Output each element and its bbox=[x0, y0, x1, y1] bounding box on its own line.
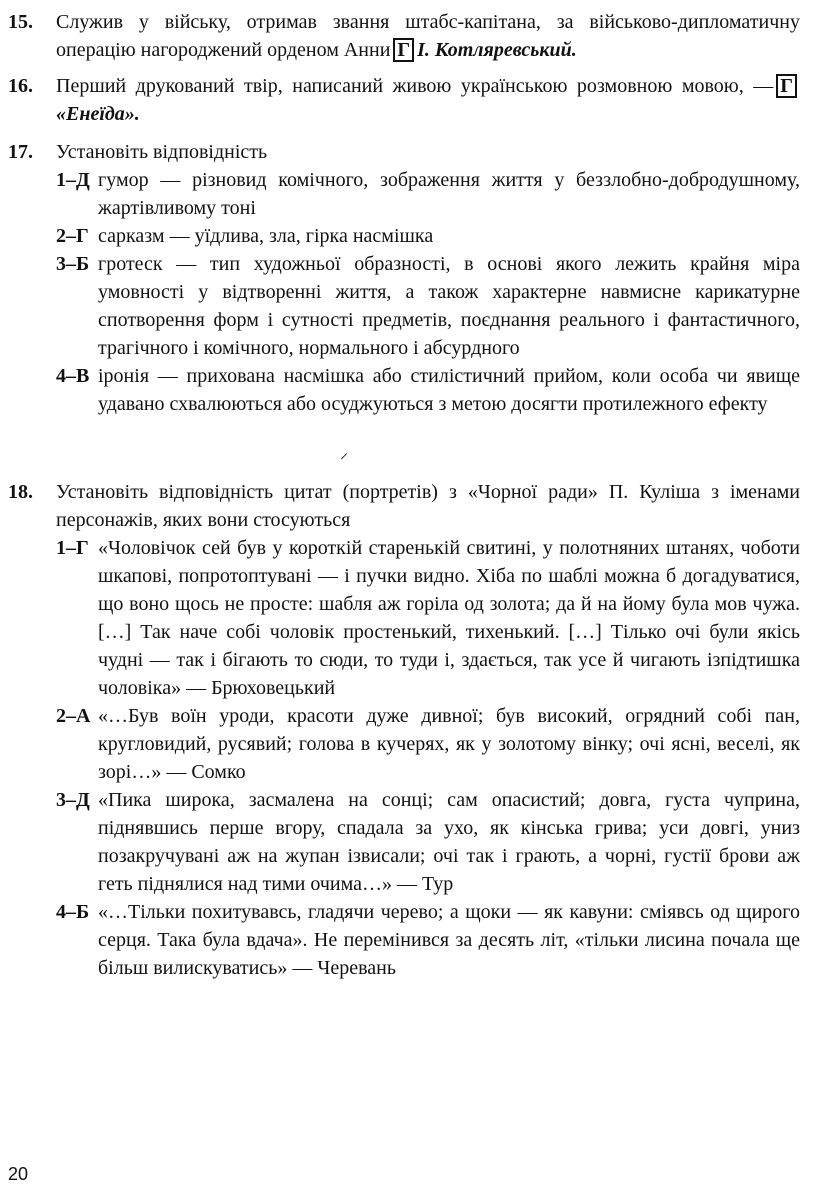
question-15 bbox=[0, 8, 800, 64]
answer-key-box: Г bbox=[776, 74, 797, 98]
question-number: 15. bbox=[8, 11, 33, 33]
item-key: 3–Д bbox=[56, 789, 90, 811]
answer-text: «Енеїда». bbox=[56, 103, 140, 125]
item-key: 1–Д bbox=[56, 169, 90, 191]
item-key: 2–А bbox=[56, 705, 91, 727]
question-16 bbox=[0, 72, 800, 128]
item-key: 4–В bbox=[56, 365, 90, 387]
item-key: 3–Б bbox=[56, 253, 90, 275]
answer-text: І. Котляревський. bbox=[417, 39, 577, 61]
question-17 bbox=[0, 138, 800, 418]
item-text: «…Був воїн уроди, красоти дуже дивної; був високий, огрядний собі пан, кругловидий, русявий; голова в кучерях, як у золотому вінку; очі ясні, веселі, як зорі…» — Сомко bbox=[98, 705, 800, 783]
item-text: «Пика широка, засмалена на сонці; сам опасистий; довга, густа чуприна, піднявшись перше вгору, спадала за ухо, як кінська грива; уси довгі, униз позакручувані аж на жупан ізвисали; очі так і грають, а чорні, густії брови аж геть піднялися над тими очима…» — Тур bbox=[98, 789, 800, 895]
page-number: 20 bbox=[8, 1164, 29, 1184]
list-item bbox=[56, 534, 800, 702]
item-text: «…Тільки похитувавсь, гладячи черево; а щоки — як кавуни: сміявсь од щирого серця. Така була вдача». Не перемінився за десять літ, «тільки лисина почала ще більш вилискуватись» — Черевань bbox=[98, 901, 800, 979]
item-text: сарказм — уїдлива, зла, гірка насмішка bbox=[98, 225, 434, 247]
question-number: 18. bbox=[8, 481, 33, 503]
item-text: гумор — різновид комічного, зображення життя у беззлобно-добродушному, жартівливому тоні bbox=[98, 169, 800, 219]
item-text: «Чоловічок сей був у короткій старенькій свитині, у полотняних штанях, чоботи шкапові, попротоптувані — і пучки видно. Хіба по шаблі можна б догадуватися, що воно щось не просте: шабля аж горіла од золота; да й на йому була мов чужа. […] Так наче собі чоловік простенький, тихенький. […] Тілько очі були якісь чудні — так і бігають то сюди, то туди і, здається, так усе й чигають ізпідтишка чоловіка» — Брюховецький bbox=[98, 537, 800, 699]
list-item bbox=[56, 166, 800, 222]
question-18 bbox=[0, 478, 800, 982]
list-item bbox=[56, 786, 800, 898]
question-text: Установіть відповідність цитат (портретів) з «Чорної ради» П. Куліша з іменами персонажів, яких вони стосуються bbox=[56, 481, 800, 531]
list-item bbox=[56, 702, 800, 786]
question-number: 16. bbox=[8, 75, 33, 97]
item-key: 4–Б bbox=[56, 901, 90, 923]
ink-mark: ⸝ bbox=[340, 445, 349, 462]
question-text-block bbox=[56, 72, 800, 128]
list-item bbox=[56, 250, 800, 362]
question-text: Служив у війську, отримав звання штабс-капітана, за військово-дипломатичну операцію нагороджений орденом Анни bbox=[56, 11, 800, 61]
item-text: гротеск — тип художньої образності, в основі якого лежить крайня міра умовності у відтворенні життя, а також характерне навмисне карикатурне спотворення форм і сутності предметів, поєднання реального і фантастичного, трагічного і комічного, нормального і абсурдного bbox=[98, 253, 800, 359]
question-text: Перший друкований твір, написаний живою українською розмовною мовою, — bbox=[56, 75, 774, 97]
question-text-block bbox=[56, 8, 800, 64]
question-text: Установіть відповідність bbox=[56, 141, 268, 163]
item-key: 2–Г bbox=[56, 225, 89, 247]
match-list bbox=[56, 534, 800, 982]
question-number: 17. bbox=[8, 141, 33, 163]
list-item bbox=[56, 898, 800, 982]
list-item bbox=[56, 362, 800, 418]
item-key: 1–Г bbox=[56, 537, 89, 559]
list-item bbox=[56, 222, 800, 250]
match-list bbox=[56, 166, 800, 418]
answer-key-box: Г bbox=[393, 38, 414, 62]
item-text: іронія — прихована насмішка або стилістичний прийом, коли особа чи явище удавано схвалюються або осуджуються з метою досягти протилежного ефекту bbox=[98, 365, 800, 415]
